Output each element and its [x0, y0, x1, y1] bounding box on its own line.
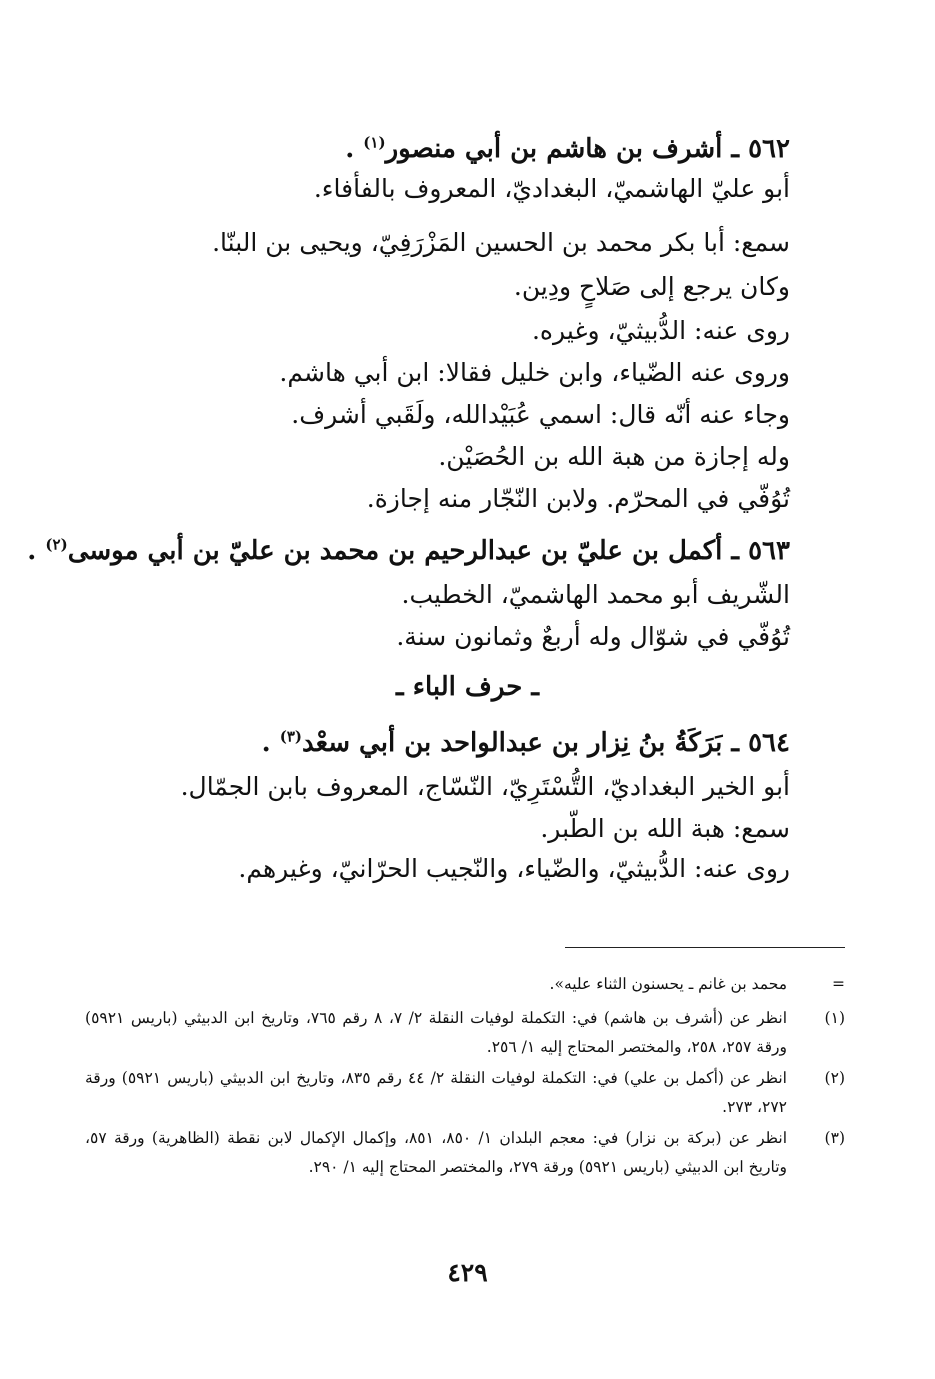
entry-562-line-7: وله إجازة من هبة الله بن الحُصَيْن.	[438, 442, 790, 471]
footnote-text: انظر عن (أكمل بن علي) في: التكملة لوفيات النقلة ٢/ ٤٤ رقم ٨٣٥، وتاريخ ابن الدبيثي (باريس ٥٩٢١) ورقة ٢٧٢، ٢٧٣.	[85, 1069, 787, 1116]
entry-562-line-4: روى عنه: الدُّبيثيّ، وغيره.	[531, 316, 790, 345]
entry-564-line-1: أبو الخير البغداديّ، التُّسْتَرِيّ، النّسّاج، المعروف بابن الجمّال.	[180, 772, 790, 801]
entry-564-line-2: سمع: هبة الله بن الطّبر.	[540, 814, 790, 843]
footnote-text: انظر عن (بركة بن نزار) في: معجم البلدان ١/ ٨٥٠، ٨٥١، وإكمال الإكمال لابن نقطة (الظاهرية) ورقة ٥٧، وتاريخ ابن الدبيثي (باريس ٥٩٢١) ورقة ٢٧٩، والمختصر المحتاج إليه ١/ ٢٩٠.	[85, 1129, 788, 1176]
footnote-separator	[565, 947, 845, 948]
entry-564-line-3: روى عنه: الدُّبيثيّ، والضّياء، والنّجيب الحرّانيّ، وغيرهم.	[238, 854, 790, 883]
footnote-ref-2: (٢)	[45, 535, 68, 554]
footnote-1	[85, 1004, 845, 1062]
entry-562-line-2: سمع: أبا بكر محمد بن الحسين المَزْرَفِيّ، ويحيى بن البنّا.	[212, 228, 790, 257]
footnote-continuation-mark: =	[832, 975, 845, 993]
entry-562-title: ٥٦٢ ـ أشرف بن هاشم بن أبي منصور$^{(١)}$ .	[345, 133, 790, 164]
entry-562-line-5: وروى عنه الضّياء، وابن خليل فقالا: ابن أبي هاشم.	[279, 358, 790, 387]
footnote-3	[85, 1124, 845, 1182]
footnote-ref-3: (٣)	[279, 727, 303, 746]
footnote-number: (٣)	[824, 1129, 845, 1147]
section-heading: ـ حرف الباء ـ	[396, 672, 539, 702]
footnote-continuation	[85, 970, 845, 999]
entry-564-title: ٥٦٤ ـ بَرَكَةُ بنُ نِزار بن عبدالواحد بن أبي سعْد$^{(٣)}$ .	[261, 727, 790, 758]
footnote-continuation-text: محمد بن غانم ـ يحسنون الثناء عليه».	[549, 975, 787, 993]
entry-563-line-1: الشّريف أبو محمد الهاشميّ، الخطيب.	[401, 580, 790, 609]
footnote-text: انظر عن (أشرف بن هاشم) في: التكملة لوفيات النقلة ٢/ ٧، ٨ رقم ٧٦٥، وتاريخ ابن الدبيثي (باريس ٥٩٢١) ورقة ٢٥٧، ٢٥٨، والمختصر المحتاج إليه ١/ ٢٥٦.	[85, 1009, 788, 1056]
entry-563-title: ٥٦٣ ـ أكمل بن عليّ بن عبدالرحيم بن محمد بن عليّ بن أبي موسى$^{(٢)}$ .	[27, 535, 790, 566]
footnote-2	[85, 1064, 845, 1122]
entry-562-line-1: أبو عليّ الهاشميّ، البغداديّ، المعروف بالفأفاء.	[313, 174, 790, 203]
entry-562-line-8: تُوُفّي في المحرّم. ولابن النّجّار منه إجازة.	[366, 484, 790, 513]
entry-562-line-3: وكان يرجع إلى صَلاحٍ ودِين.	[513, 272, 790, 301]
page-number: ٤٢٩	[447, 1258, 488, 1287]
entry-562-line-6: وجاء عنه أنّه قال: اسمي عُبَيْدالله، ولَقَبي أشرف.	[291, 400, 790, 429]
footnote-number: (١)	[824, 1009, 845, 1027]
footnote-number: (٢)	[824, 1069, 845, 1087]
footnote-ref-1: (١)	[363, 133, 386, 152]
entry-563-line-2: تُوُفّي في شوّال وله أربعٌ وثمانون سنة.	[396, 622, 790, 651]
